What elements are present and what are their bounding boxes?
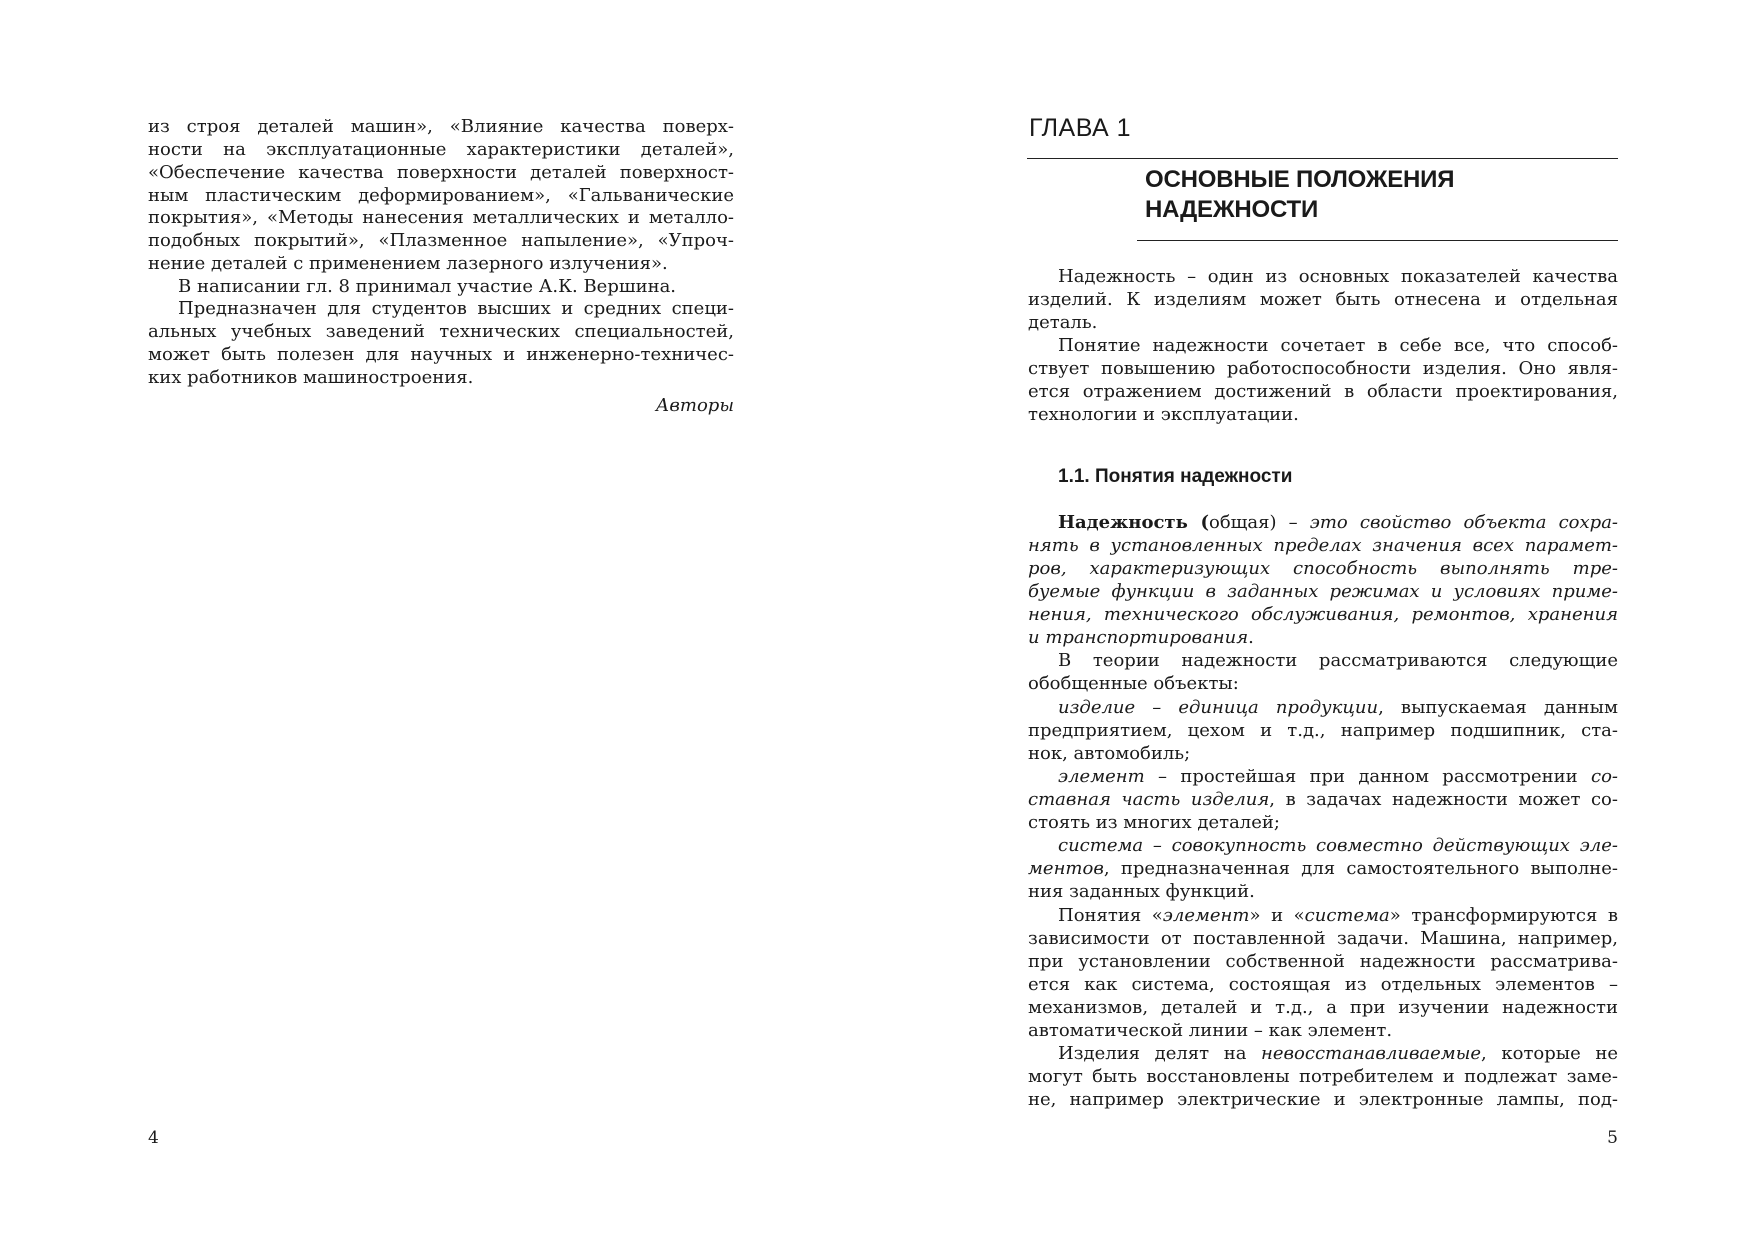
text-line: нения, технического обслуживания, ремонтов, хранения xyxy=(1028,604,1618,625)
item-sistema: система – совокупность совместно действующих эле- xyxy=(1058,835,1618,856)
text-line: нок, автомобиль; xyxy=(1028,743,1191,764)
text-line: Надежность – один из основных показателей качества xyxy=(1058,266,1618,287)
text-italic: невосстанавливаемые xyxy=(1261,1043,1482,1064)
products-first-line xyxy=(1058,1043,1618,1066)
definition-italic: и транспортирования xyxy=(1028,627,1249,648)
text-line: Предназначен для студентов высших и средних специ- xyxy=(178,298,734,319)
definition-first-line xyxy=(1058,512,1618,535)
text-line: В теории надежности рассматриваются следующие xyxy=(1058,650,1618,671)
page-number-right: 5 xyxy=(1607,1128,1618,1148)
text-italic: ментов xyxy=(1028,858,1104,879)
chapter-rule-top xyxy=(1027,158,1618,159)
text-run: , выпускаемая данным xyxy=(1378,697,1619,718)
text-line: подобных покрытий», «Плазменное напыление», «Упроч- xyxy=(148,230,734,251)
text-run: » и « xyxy=(1249,905,1305,926)
item-izdelie xyxy=(1058,697,1618,720)
term-qualifier: общая) xyxy=(1209,512,1277,533)
text-line: стоять из многих деталей; xyxy=(1028,812,1280,833)
term-bold: Надежность ( xyxy=(1058,512,1209,533)
text-line: ния заданных функций. xyxy=(1028,881,1255,902)
period: . xyxy=(1248,627,1254,648)
text-line: технологии и эксплуатации. xyxy=(1028,404,1299,425)
chapter-title-line1: ОСНОВНЫЕ ПОЛОЖЕНИЯ xyxy=(1145,166,1455,193)
text-line xyxy=(1028,858,1618,881)
text-line: зависимости от поставленной задачи. Машина, например, xyxy=(1028,928,1618,949)
dash: – xyxy=(1276,512,1310,533)
right-page xyxy=(875,0,1751,1240)
text-line: из строя деталей машин», «Влияние качества поверх- xyxy=(148,116,734,137)
section-title: 1.1. Понятия надежности xyxy=(1058,466,1293,487)
text-line: ности на эксплуатационные характеристики деталей», xyxy=(148,139,734,160)
chapter-title-line2: НАДЕЖНОСТИ xyxy=(1145,196,1318,223)
item-element xyxy=(1058,766,1618,789)
text-line: может быть полезен для научных и инженерно-техничес- xyxy=(148,344,734,365)
text-line: нять в установленных пределах значения всех парамет- xyxy=(1028,535,1618,556)
text-line: изделий. К изделиям может быть отнесена и отдельная xyxy=(1028,289,1618,310)
term-italic: изделие – единица продукции xyxy=(1058,697,1379,718)
text-line: механизмов, деталей и т.д., а при изучении надежности xyxy=(1028,997,1618,1018)
text-run: , которые не xyxy=(1481,1043,1618,1064)
term-italic: элемент xyxy=(1058,766,1145,787)
text-line: ствует повышению работоспособности изделия. Оно явля- xyxy=(1028,358,1618,379)
chapter-label: ГЛАВА 1 xyxy=(1029,114,1132,142)
concepts-first-line xyxy=(1058,905,1618,928)
page-number-left: 4 xyxy=(148,1128,159,1148)
text-line: обобщенные объекты: xyxy=(1028,673,1239,694)
text-italic: элемент xyxy=(1162,905,1250,926)
text-line: при установлении собственной надежности рассматрива- xyxy=(1028,951,1618,972)
text-line: ров, характеризующих способность выполнять тре- xyxy=(1028,558,1618,579)
text-italic: система xyxy=(1304,905,1390,926)
text-line: покрытия», «Методы нанесения металлических и металло- xyxy=(148,207,734,228)
text-run: , в задачах надежности может со- xyxy=(1269,789,1618,810)
text-line xyxy=(1028,789,1618,812)
chapter-rule-bottom xyxy=(1137,240,1618,241)
text-run: » трансформируются в xyxy=(1389,905,1618,926)
text-line: ется как система, состоящая из отдельных элементов – xyxy=(1028,974,1618,995)
text-run: Изделия делят на xyxy=(1058,1043,1262,1064)
text-line: деталь. xyxy=(1028,312,1098,333)
text-italic: ставная часть изделия xyxy=(1028,789,1270,810)
text-run: – простейшая при данном рассмотрении xyxy=(1144,766,1591,787)
text-line: альных учебных заведений технических специальностей, xyxy=(148,321,734,342)
text-line: ется отражением достижений в области проектирования, xyxy=(1028,381,1618,402)
text-line: предприятием, цехом и т.д., например подшипник, ста- xyxy=(1028,720,1618,741)
text-line: Понятие надежности сочетает в себе все, что способ- xyxy=(1058,335,1618,356)
text-line: «Обеспечение качества поверхности деталей поверхност- xyxy=(148,162,734,183)
text-line: ным пластическим деформированием», «Гальванические xyxy=(148,185,734,206)
text-run: Понятия « xyxy=(1058,905,1163,926)
text-italic: со- xyxy=(1591,766,1618,787)
text-line: нение деталей с применением лазерного излучения». xyxy=(148,253,668,274)
signature: Авторы xyxy=(655,395,734,416)
definition-italic: это свойство объекта сохра- xyxy=(1309,512,1619,533)
text-line: В написании гл. 8 принимал участие А.К. Вершина. xyxy=(178,276,677,297)
definition-last-line xyxy=(1028,627,1254,650)
text-line: могут быть восстановлены потребителем и подлежат заме- xyxy=(1028,1066,1618,1087)
text-line: автоматической линии – как элемент. xyxy=(1028,1020,1393,1041)
left-page xyxy=(0,0,875,1240)
text-run: , предназначенная для самостоятельного выполне- xyxy=(1103,858,1618,879)
text-line: не, например электрические и электронные лампы, под- xyxy=(1028,1089,1618,1110)
text-line: ких работников машиностроения. xyxy=(148,367,474,388)
text-line: буемые функции в заданных режимах и условиях приме- xyxy=(1028,581,1618,602)
